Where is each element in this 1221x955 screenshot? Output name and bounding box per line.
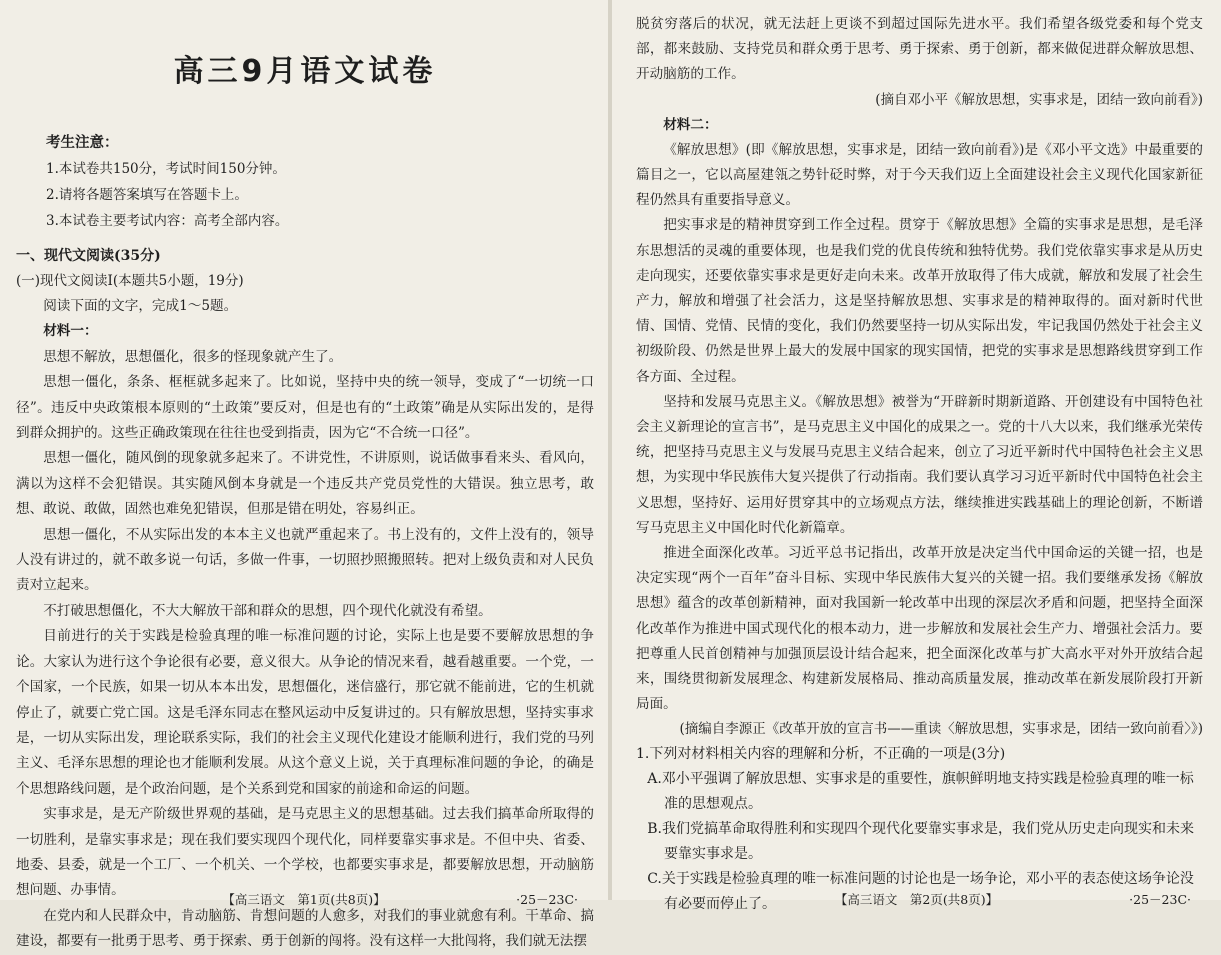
paragraph: 思想不解放，思想僵化，很多的怪现象就产生了。 [43,348,343,365]
paragraph: 不打破思想僵化，不大大解放干部和群众的思想，四个现代化就没有希望。 [43,602,492,619]
source-citation: (摘自邓小平《解放思想，实事求是，团结一致向前看》) [875,91,1203,108]
paragraph-continued: 脱贫穷落后的状况，就无法赶上更谈不到超过国际先进水平。我们希望各级党委和每个党支部，都来鼓励、支持党员和群众勇于思考、勇于探索、勇于创新，都来做促进群众解放思想、开动脑筋的工作。 [636,16,1203,83]
notice-item: 3.本试卷主要考试内容：高考全部内容。 [46,213,289,229]
paragraph: 目前进行的关于实践是检验真理的唯一标准问题的讨论，实际上也是要不要解放思想的争论。大家认为进行这个争论很有必要，意义很大。从争论的情况来看，越看越重要。一个党，一个国家，一个民族，如果一切从本本出发，思想僵化，迷信盛行，那它就不能前进，它的生机就停止了，就要亡党亡国。这是毛泽东同志在整风运动中反复讲过的。只有解放思想，坚持实事求是，一切从实际出发，理论联系实际，我们的社会主义现代化建设才能顺利进行，我们党的马列主义、毛泽东思想的理论也才能顺利发展。从这个意义上说，关于真理标准问题的争论，的确是个思想路线问题，是个政治问题，是个关系到党和国家的前途和命运的问题。 [16,628,594,797]
paragraph: 坚持和发展马克思主义。《解放思想》被誉为“开辟新时期新道路、开创建设有中国特色社会主义新理论的宣言书”，是马克思主义中国化的成果之一。党的十八大以来，我们继承光荣传统，把坚持马克思主义与发展马克思主义结合起来，创立了习近平新时代中国特色社会主义思想，为实现中华民族伟大复兴提供了行动指南。我们要认真学习习近平新时代中国特色社会主义思想，坚持好、运用好贯穿其中的立场观点方法，继续推进实践基础上的理论创新，不断谱写马克思主义中国化时代化新篇章。 [636,393,1203,536]
source-citation: (摘编自李源正《改革开放的宣言书——重读〈解放思想，实事求是，团结一致向前看〉》) [679,721,1203,738]
paragraph: 思想一僵化，随风倒的现象就多起来了。不讲党性，不讲原则，说话做事看来头、看风向，满以为这样不会犯错误。其实随风倒本身就是一个违反共产党员党性的大错误。独立思考，敢想、敢说、敢做，固然也难免犯错误，但那是错在明处，容易纠正。 [16,450,594,518]
material-2-label: 材料二： [663,116,718,133]
paragraph: 推进全面深化改革。习近平总书记指出，改革开放是决定当代中国命运的关键一招，也是决定实现“两个一百年”奋斗目标、实现中华民族伟大复兴的关键一招。我们要继承发扬《解放思想》蕴含的改革创新精神，面对我国新一轮改革中出现的深层次矛盾和问题，把坚持全面深化改革作为推进中国式现代化的根本动力，进一步解放和发展社会生产力、增强社会活力。要把尊重人民首创精神与加强顶层设计结合起来，把全面深化改革与扩大高水平对外开放结合起来，围绕贯彻新发展理念、构建新发展格局、推动高质量发展，推动改革在新发展阶段打开新局面。 [636,545,1203,713]
subsection-heading: (一)现代文阅读Ⅰ(本题共5小题，19分) [16,273,244,289]
paragraph: 在党内和人民群众中，肯动脑筋、肯想问题的人愈多，对我们的事业就愈有利。干革命、搞建设，都要有一批勇于思考、勇于探索、勇于创新的闯将。没有这样一大批闯将，我们就无法摆 [16,907,594,950]
material-1-label: 材料一： [43,323,98,340]
notice-item: 2.请将各题答案填写在答题卡上。 [46,187,248,203]
notice-item: 1.本试卷共150分，考试时间150分钟。 [46,161,286,177]
paragraph: 思想一僵化，条条、框框就多起来了。比如说，坚持中央的统一领导，变成了“一切统一口径”。违反中央政策根本原则的“土政策”要反对，但是也有的“土政策”确是从实际出发的，是得到群众拥护的。这些正确政策现在往往也受到指责，因为它“不合统一口径”。 [16,374,594,442]
reading-instruction: 阅读下面的文字，完成1～5题。 [43,298,238,314]
question-option-a: A.邓小平强调了解放思想、实事求是的重要性，旗帜鲜明地支持实践是检验真理的唯一标准的思想观点。 [647,771,1194,813]
exam-code: ·25－23C· [1129,892,1191,907]
page-1 [0,0,608,950]
section-heading: 一、现代文阅读(35分) [16,248,161,264]
page-number: 【高三语文 第1页(共8页)】 [222,892,386,907]
question-option-c: C.关于实践是检验真理的唯一标准问题的讨论也是一场争论，邓小平的表态使这场争论没有必要而停止了。 [647,871,1194,913]
exam-code: ·25－23C· [516,892,578,907]
paragraph: 《解放思想》(即《解放思想，实事求是，团结一致向前看》)是《邓小平文选》中最重要的篇目之一，它以高屋建瓴之势针砭时弊，对于今天我们迈上全面建设社会主义现代化国家新征程仍然具有重要指导意义。 [636,141,1203,209]
paragraph: 把实事求是的精神贯穿到工作全过程。贯穿于《解放思想》全篇的实事求是思想，是毛泽东思想活的灵魂的重要体现，也是我们党的优良传统和独特优势。我们党依靠实事求是从历史走向现实，还要依靠实事求是更好走向未来。改革开放取得了伟大成就，解放和发展了社会生产力，解放和增强了社会活力，这是坚持解放思想、实事求是的精神取得的。面对新时代世情、国情、党情、民情的变化，我们仍然要坚持一切从实际出发，牢记我国仍然处于社会主义初级阶段、仍然是世界上最大的发展中国家的现实国情，把党的实事求是思想路线贯穿到工作各方面、全过程。 [636,217,1203,385]
question-stem: 1.下列对材料相关内容的理解和分析，不正确的一项是(3分) [636,746,1006,763]
question-option-b: B.我们党搞革命取得胜利和实现四个现代化要靠实事求是，我们党从历史走向现实和未来要靠实事求是。 [647,821,1194,863]
notice-box [46,130,594,234]
paragraph: 思想一僵化，不从实际出发的本本主义也就严重起来了。书上没有的，文件上没有的，领导人没有讲过的，就不敢多说一句话，多做一件事，一切照抄照搬照转。把对上级负责和对人民负责对立起来。 [16,526,594,594]
page-2 [612,0,1221,913]
page-number: 【高三语文 第2页(共8页)】 [834,892,999,907]
paragraph: 实事求是，是无产阶级世界观的基础，是马克思主义的思想基础。过去我们搞革命所取得的一切胜利，是靠实事求是；现在我们要实现四个现代化，同样要靠实事求是。不但中央、省委、地委、县委，就是一个工厂、一个机关、一个学校，也都要实事求是，都要解放思想，开动脑筋想问题、办事情。 [16,806,594,899]
exam-title: 高三9月语文试卷 [173,54,437,89]
notice-heading: 考生注意： [46,134,119,151]
